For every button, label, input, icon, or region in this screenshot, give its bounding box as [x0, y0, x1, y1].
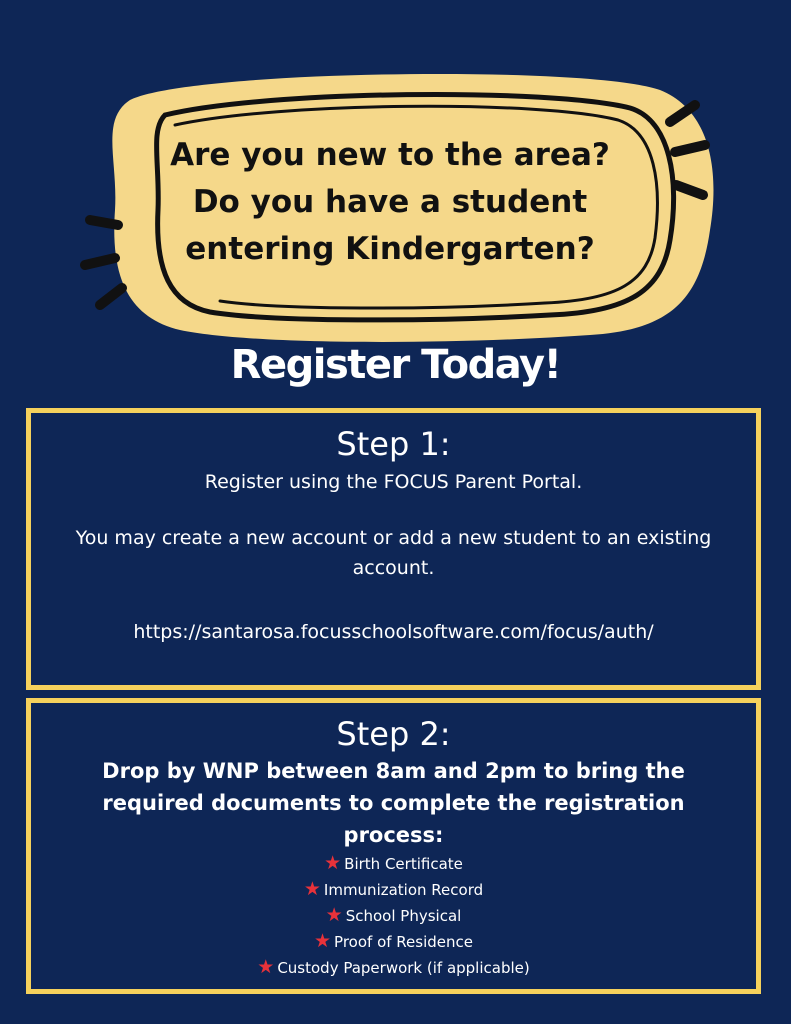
step-1-account-note: You may create a new account or add a new student to an existing account.	[75, 527, 712, 579]
star-icon: ★	[303, 878, 321, 900]
step-2-box	[26, 698, 761, 994]
headline-line-1: Are you new to the area?	[170, 137, 610, 173]
document-label: Birth Certificate	[344, 855, 463, 873]
star-icon: ★	[314, 930, 332, 952]
step-1-title: Step 1:	[336, 425, 451, 463]
document-label: Custody Paperwork (if applicable)	[277, 959, 530, 977]
step-2-instruction: Drop by WNP between 8am and 2pm to bring the required documents to complete the registration process:	[102, 759, 685, 847]
headline-line-3: entering Kindergarten?	[185, 231, 595, 267]
step-1-box	[26, 408, 761, 690]
headline-line-2: Do you have a student	[192, 184, 588, 220]
star-icon: ★	[324, 852, 342, 874]
document-label: Immunization Record	[323, 881, 484, 899]
document-label: Proof of Residence	[334, 933, 473, 951]
focus-portal-link[interactable]: https://santarosa.focusschoolsoftware.com/focus/auth/	[133, 621, 654, 643]
required-documents-list	[31, 851, 756, 981]
list-item	[31, 877, 756, 903]
step-1-instruction: Register using the FOCUS Parent Portal.	[204, 471, 583, 493]
step-2-title: Step 2:	[336, 715, 451, 753]
list-item	[31, 955, 756, 981]
list-item	[31, 929, 756, 955]
star-icon: ★	[325, 904, 343, 926]
list-item	[31, 851, 756, 877]
headline-question	[160, 132, 620, 273]
list-item	[31, 903, 756, 929]
star-icon: ★	[257, 956, 275, 978]
register-title: Register Today!	[230, 342, 561, 388]
document-label: School Physical	[345, 907, 462, 925]
